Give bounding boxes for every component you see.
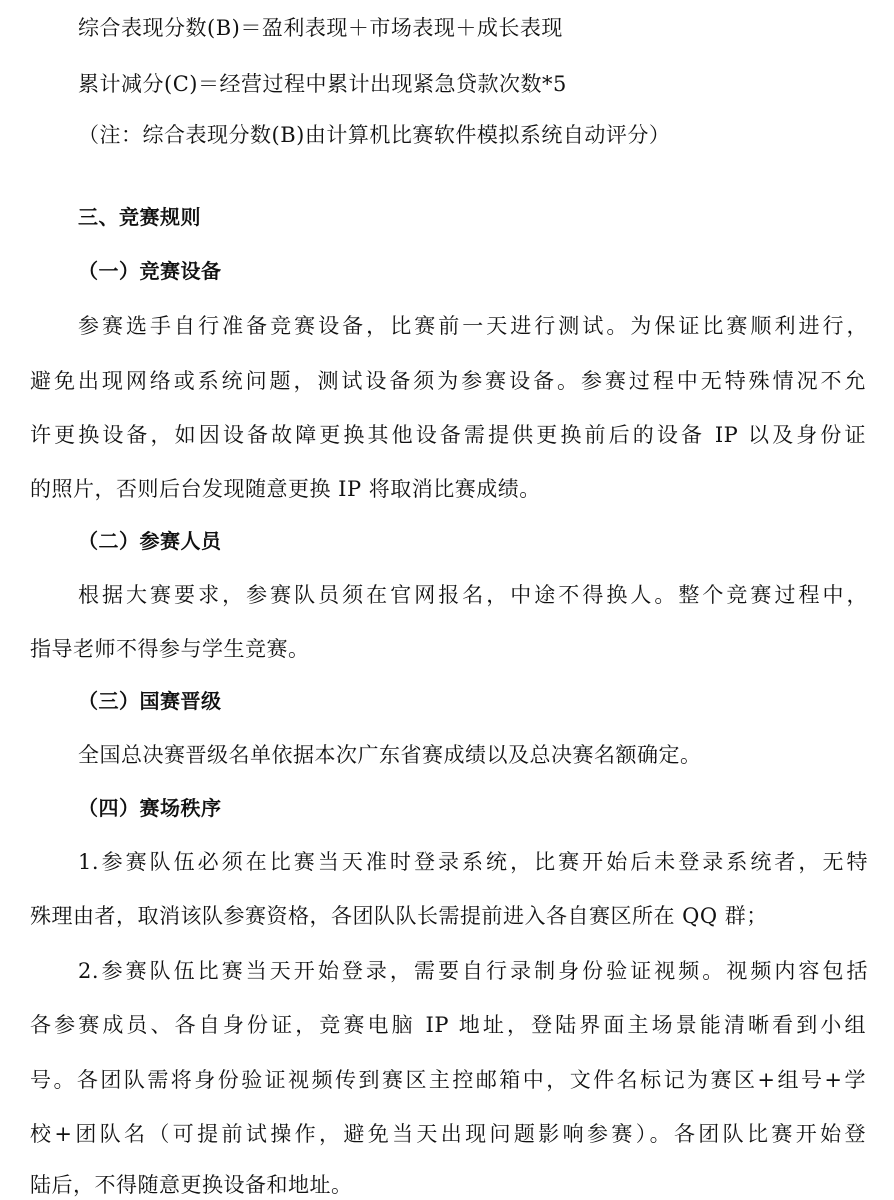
- paragraph-line: 号。各团队需将身份验证视频传到赛区主控邮箱中，文件名标记为赛区+组号+学: [30, 1068, 866, 1092]
- paragraph-line: 避免出现网络或系统问题，测试设备须为参赛设备。参赛过程中无特殊情况不允: [30, 369, 866, 393]
- paragraph-line: 殊理由者，取消该队参赛资格，各团队队长需提前进入各自赛区所在 QQ 群；: [30, 904, 768, 928]
- paragraph-line: 的照片，否则后台发现随意更换 IP 将取消比赛成绩。: [30, 477, 541, 501]
- subsection-heading-equipment: （一）竞赛设备: [78, 259, 222, 283]
- subsection-heading-national-promotion: （三）国赛晋级: [78, 689, 222, 713]
- paragraph-line: 参赛选手自行准备竞赛设备，比赛前一天进行测试。为保证比赛顺利进行，: [78, 314, 868, 338]
- formula-note: （注：综合表现分数(B)由计算机比赛软件模拟系统自动评分）: [78, 123, 671, 147]
- formula-b: 综合表现分数(B)＝盈利表现＋市场表现＋成长表现: [78, 16, 563, 40]
- paragraph-line: 陆后，不得随意更换设备和地址。: [30, 1173, 353, 1197]
- subsection-heading-participants: （二）参赛人员: [78, 529, 222, 553]
- paragraph-line: 2.参赛队伍比赛当天开始登录，需要自行录制身份验证视频。视频内容包括: [78, 959, 868, 983]
- paragraph-line: 校+团队名（可提前试操作，避免当天出现问题影响参赛）。各团队比赛开始登: [30, 1122, 866, 1146]
- paragraph-line: 全国总决赛晋级名单依据本次广东省赛成绩以及总决赛名额确定。: [78, 743, 702, 767]
- paragraph-line: 指导老师不得参与学生竞赛。: [30, 637, 310, 661]
- paragraph-line: 根据大赛要求，参赛队员须在官网报名，中途不得换人。整个竞赛过程中，: [78, 583, 868, 607]
- paragraph-line: 1.参赛队伍必须在比赛当天准时登录系统，比赛开始后未登录系统者，无特: [78, 850, 868, 874]
- formula-c: 累计减分(C)＝经营过程中累计出现紧急贷款次数*5: [78, 72, 567, 96]
- section-heading: 三、竞赛规则: [78, 205, 201, 229]
- paragraph-line: 许更换设备，如因设备故障更换其他设备需提供更换前后的设备 IP 以及身份证: [30, 423, 866, 447]
- subsection-heading-competition-order: （四）赛场秩序: [78, 796, 222, 820]
- paragraph-line: 各参赛成员、各自身份证，竞赛电脑 IP 地址，登陆界面主场景能清晰看到小组: [30, 1013, 866, 1037]
